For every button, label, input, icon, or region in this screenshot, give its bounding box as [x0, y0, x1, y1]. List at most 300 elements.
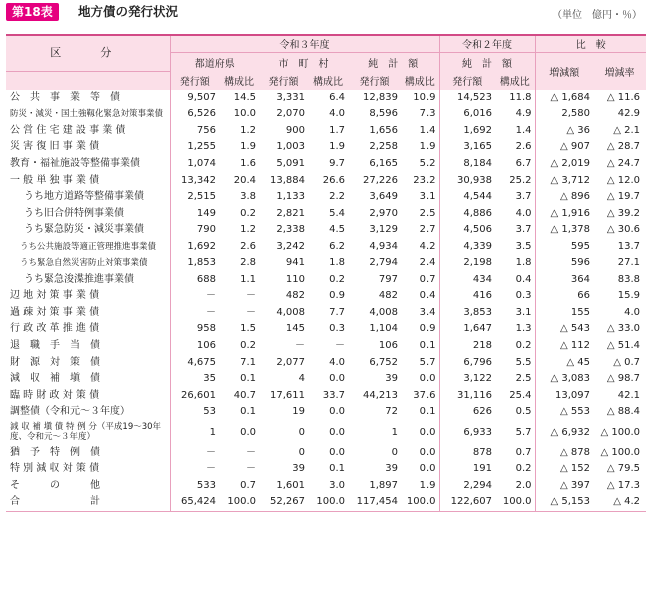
table-row [6, 106, 646, 123]
header-r3-group: 令和３年度 [170, 34, 439, 53]
table-row [6, 420, 646, 444]
row-label: 退 職 手 当 債 [10, 339, 100, 351]
cell-change-rate: 83.8 [617, 273, 640, 285]
table-row [6, 461, 646, 478]
cell-r3-total-share: 100.0 [401, 494, 439, 511]
table-row [6, 371, 646, 388]
cell-todofuken-share: 0.0 [240, 426, 256, 438]
cell-change-rate: 4.0 [624, 306, 640, 318]
row-label: 防災・減災・国土強靱化緊急対策事業債 [10, 109, 164, 120]
cell-change-rate: △ 0.7 [613, 356, 640, 368]
cell-r2-total-share: 6.7 [515, 157, 532, 169]
cell-r3-total-amount: 1 [391, 426, 398, 438]
cell-r2-total-amount: 3,122 [439, 371, 495, 388]
row-label: 過 疎 対 策 事 業 債 [10, 306, 100, 318]
row-label: うち地方道路等整備事業債 [24, 191, 144, 203]
cell-change-amount: △ 896 [535, 189, 593, 206]
header-todofuken: 都道府県 [170, 53, 259, 72]
cell-shichoson-share: 0.1 [329, 463, 345, 475]
cell-shichoson-amount: 1,133 [276, 191, 305, 203]
cell-shichoson-share: 0.3 [329, 323, 345, 335]
cell-r2-total-share: 0.7 [515, 446, 532, 458]
cell-shichoson-amount: 1,003 [276, 141, 305, 153]
cell-todofuken-share: － [246, 290, 256, 302]
row-label: 臨 時 財 政 対 策 債 [10, 389, 100, 401]
cell-r2-total-amount: 434 [439, 272, 495, 289]
cell-todofuken-amount: 790 [170, 222, 219, 239]
cell-r3-total-amount: 39 [385, 463, 398, 475]
cell-r2-total-share: 5.7 [515, 426, 532, 438]
cell-change-amount: △ 878 [535, 444, 593, 461]
cell-r2-total-share: 4.0 [515, 207, 532, 219]
cell-r3-total-share: 2.7 [419, 224, 436, 236]
header-koseihi: 構成比 [495, 71, 535, 90]
cell-r3-total-amount: 4,934 [369, 240, 398, 252]
table-row [6, 238, 646, 255]
cell-r2-total-amount: 218 [439, 338, 495, 355]
cell-r2-total-share: 2.0 [515, 479, 532, 491]
cell-change-rate: △ 24.7 [606, 157, 640, 169]
cell-r3-total-share: 23.2 [413, 174, 436, 186]
table-row [6, 222, 646, 239]
cell-r3-total-share: 3.4 [419, 306, 436, 318]
cell-todofuken-amount: 106 [170, 338, 219, 355]
cell-todofuken-share: 1.5 [240, 323, 256, 335]
cell-shichoson-share: 4.5 [329, 224, 345, 236]
cell-shichoson-amount: 19 [292, 406, 305, 418]
header-junkei-r3: 純 計 額 [348, 53, 439, 72]
cell-todofuken-amount: 688 [170, 272, 219, 289]
table-body [6, 90, 646, 512]
cell-shichoson-share: 2.2 [329, 191, 345, 203]
cell-r3-total-amount: 8,596 [369, 108, 398, 120]
row-label: 財 源 対 策 債 [10, 356, 100, 368]
cell-shichoson-share: 1.7 [329, 124, 345, 136]
cell-r3-total-amount: 0 [391, 446, 398, 458]
cell-change-rate: △ 33.0 [606, 323, 640, 335]
row-label: 災 害 復 旧 事 業 債 [10, 141, 100, 153]
cell-shichoson-amount: 17,611 [270, 389, 305, 401]
cell-shichoson-amount: 1,601 [276, 479, 305, 491]
cell-r2-total-amount: 8,184 [439, 156, 495, 173]
row-label: 公 共 事 業 等 債 [10, 91, 120, 103]
cell-change-amount: △ 6,932 [535, 420, 593, 444]
row-label: 辺 地 対 策 事 業 債 [10, 290, 100, 302]
cell-todofuken-share: 2.6 [240, 240, 256, 252]
table-row [6, 123, 646, 140]
cell-change-rate: 42.1 [617, 389, 640, 401]
cell-change-rate: △ 100.0 [600, 426, 640, 438]
header-junkei-r2: 純 計 額 [439, 53, 535, 72]
cell-todofuken-amount: 4,675 [170, 354, 219, 371]
cell-shichoson-amount: 13,884 [270, 174, 305, 186]
cell-change-rate: △ 100.0 [600, 446, 640, 458]
cell-change-amount: △ 3,712 [535, 172, 593, 189]
cell-todofuken-amount: 1,853 [170, 255, 219, 272]
cell-change-rate: △ 4.2 [593, 494, 646, 511]
cell-r2-total-amount: 191 [439, 461, 495, 478]
cell-r3-total-amount: 2,970 [369, 207, 398, 219]
cell-r3-total-amount: 72 [385, 406, 398, 418]
cell-todofuken-amount: 533 [170, 478, 219, 495]
cell-change-rate: △ 79.5 [606, 463, 640, 475]
header-koseihi: 構成比 [308, 71, 348, 90]
cell-shichoson-amount: 0 [298, 426, 305, 438]
row-label: 猶 予 特 例 債 [10, 446, 100, 458]
cell-todofuken-share: 7.1 [240, 356, 256, 368]
cell-r2-total-share: 100.0 [495, 494, 535, 511]
row-label: 一 般 単 独 事 業 債 [10, 174, 100, 186]
cell-r2-total-share: 2.5 [515, 373, 532, 385]
header-shichoson: 市 町 村 [259, 53, 348, 72]
header-kubun: 区 分 [6, 34, 170, 71]
cell-todofuken-amount: 6,526 [170, 106, 219, 123]
cell-r3-total-amount: 1,656 [369, 124, 398, 136]
table-row [6, 354, 646, 371]
cell-todofuken-share: 100.0 [219, 494, 259, 511]
title-bar [0, 0, 650, 24]
cell-r2-total-amount: 14,523 [439, 90, 495, 107]
cell-shichoson-share: － [335, 339, 345, 351]
cell-shichoson-share: 0.9 [329, 290, 345, 302]
header-hakkogaku: 発行額 [348, 71, 401, 90]
cell-todofuken-amount: 958 [170, 321, 219, 338]
table-header [6, 34, 646, 90]
cell-r2-total-amount: 31,116 [439, 387, 495, 404]
cell-r2-total-share: 3.7 [515, 191, 532, 203]
row-label: そ の 他 [10, 479, 100, 491]
cell-shichoson-amount: 941 [285, 257, 305, 269]
cell-r2-total-share: 3.1 [515, 306, 532, 318]
cell-shichoson-share: 6.4 [329, 91, 345, 103]
cell-r2-total-share: 3.7 [515, 224, 532, 236]
row-label: 合 計 [6, 494, 170, 511]
cell-change-amount: △ 543 [535, 321, 593, 338]
cell-todofuken-amount: 13,342 [170, 172, 219, 189]
table-row [6, 90, 646, 107]
cell-change-amount: △ 553 [535, 404, 593, 421]
cell-r2-total-amount: 416 [439, 288, 495, 305]
cell-r2-total-share: 25.2 [509, 174, 532, 186]
cell-todofuken-amount: 1,255 [170, 139, 219, 156]
table-row [6, 305, 646, 322]
cell-r3-total-share: 0.1 [419, 406, 436, 418]
cell-change-amount: 2,580 [535, 106, 593, 123]
table-row [6, 478, 646, 495]
cell-change-rate: △ 19.7 [606, 191, 640, 203]
cell-todofuken-share: － [246, 306, 256, 318]
cell-shichoson-share: 4.0 [329, 356, 345, 368]
cell-change-rate: 15.9 [617, 290, 640, 302]
cell-change-amount: △ 397 [535, 478, 593, 495]
cell-change-rate: △ 98.7 [606, 373, 640, 385]
cell-todofuken-share: 1.6 [240, 157, 256, 169]
cell-r2-total-amount: 6,016 [439, 106, 495, 123]
cell-change-amount: △ 3,083 [535, 371, 593, 388]
header-koseihi: 構成比 [401, 71, 439, 90]
cell-todofuken-share: 0.2 [240, 339, 256, 351]
table-row [6, 139, 646, 156]
cell-todofuken-amount: 1,074 [170, 156, 219, 173]
cell-r2-total-amount: 4,339 [439, 238, 495, 255]
cell-r3-total-share: 0.4 [419, 290, 436, 302]
cell-todofuken-share: 1.2 [240, 224, 256, 236]
header-compare-group: 比 較 [535, 34, 646, 53]
cell-todofuken-share: 0.1 [240, 406, 256, 418]
cell-change-amount: 364 [535, 272, 593, 289]
cell-change-rate: △ 39.2 [606, 207, 640, 219]
bond-issuance-table [6, 34, 646, 512]
cell-r3-total-amount: 4,008 [369, 306, 398, 318]
table-row [6, 444, 646, 461]
cell-r2-total-amount: 2,294 [439, 478, 495, 495]
row-label: うち緊急防災・減災事業債 [24, 224, 144, 236]
row-label: うち公共施設等適正管理推進事業債 [20, 241, 157, 252]
table-row [6, 189, 646, 206]
cell-todofuken-amount: 9,507 [170, 90, 219, 107]
cell-change-amount: △ 1,916 [535, 205, 593, 222]
header-zogengaku: 増減額 [535, 53, 593, 90]
cell-r3-total-share: 37.6 [413, 389, 436, 401]
cell-shichoson-amount: 900 [285, 124, 305, 136]
cell-r2-total-amount: 122,607 [439, 494, 495, 511]
header-hakkogaku: 発行額 [259, 71, 308, 90]
cell-change-amount: △ 2,019 [535, 156, 593, 173]
row-label: 特 別 減 収 対 策 債 [10, 463, 100, 475]
cell-r2-total-amount: 878 [439, 444, 495, 461]
cell-shichoson-amount: 4,008 [276, 306, 305, 318]
cell-shichoson-amount: 482 [285, 290, 305, 302]
unit-note: （単位 億円・％） [552, 10, 642, 21]
cell-shichoson-amount: 2,338 [276, 224, 305, 236]
cell-change-amount: 66 [535, 288, 593, 305]
cell-change-rate: △ 51.4 [606, 339, 640, 351]
cell-change-rate: 13.7 [617, 240, 640, 252]
header-r2-group: 令和２年度 [439, 34, 535, 53]
cell-change-rate: △ 2.1 [613, 124, 640, 136]
cell-r3-total-share: 5.2 [419, 157, 436, 169]
cell-r3-total-amount: 797 [378, 273, 398, 285]
cell-shichoson-amount: － [295, 339, 305, 351]
cell-r2-total-share: 0.2 [515, 339, 532, 351]
cell-shichoson-share: 0.0 [329, 373, 345, 385]
cell-r3-total-amount: 44,213 [363, 389, 398, 401]
cell-shichoson-share: 0.0 [329, 406, 345, 418]
cell-r3-total-amount: 106 [378, 339, 398, 351]
cell-shichoson-share: 5.4 [329, 207, 345, 219]
cell-r2-total-share: 0.4 [515, 273, 532, 285]
cell-todofuken-amount: － [170, 444, 219, 461]
cell-r2-total-share: 11.8 [509, 91, 532, 103]
cell-todofuken-amount: 53 [170, 404, 219, 421]
cell-r3-total-share: 1.4 [419, 124, 436, 136]
cell-todofuken-share: 0.1 [240, 373, 256, 385]
cell-r2-total-amount: 30,938 [439, 172, 495, 189]
cell-r2-total-share: 25.4 [509, 389, 532, 401]
cell-r2-total-amount: 1,692 [439, 123, 495, 140]
cell-r2-total-share: 0.2 [515, 463, 532, 475]
cell-todofuken-share: 14.5 [233, 91, 256, 103]
row-label: 公 営 住 宅 建 設 事 業 債 [10, 124, 126, 136]
cell-r3-total-share: 3.1 [419, 191, 436, 203]
cell-r2-total-share: 0.5 [515, 406, 532, 418]
row-label: うち旧合併特例事業債 [24, 207, 124, 219]
cell-change-amount: △ 152 [535, 461, 593, 478]
cell-todofuken-share: 2.8 [240, 257, 256, 269]
cell-change-amount: △ 5,153 [535, 494, 593, 511]
cell-r2-total-amount: 2,198 [439, 255, 495, 272]
cell-r2-total-share: 1.8 [515, 257, 532, 269]
cell-shichoson-share: 26.6 [322, 174, 345, 186]
cell-r2-total-amount: 626 [439, 404, 495, 421]
cell-r3-total-share: 0.7 [419, 273, 436, 285]
cell-shichoson-share: 7.7 [329, 306, 345, 318]
cell-change-amount: △ 1,378 [535, 222, 593, 239]
header-spacer [6, 71, 170, 90]
cell-change-rate: 27.1 [617, 257, 640, 269]
header-hakkogaku: 発行額 [170, 71, 219, 90]
cell-r2-total-share: 4.9 [515, 108, 532, 120]
row-label: 減 収 補 塡 債 [10, 373, 100, 385]
cell-change-amount: 596 [535, 255, 593, 272]
table-number-badge: 第18表 [6, 3, 59, 21]
cell-todofuken-share: 0.7 [240, 479, 256, 491]
cell-r2-total-share: 1.4 [515, 124, 532, 136]
cell-shichoson-amount: 4 [298, 373, 305, 385]
cell-todofuken-amount: 756 [170, 123, 219, 140]
cell-shichoson-amount: 2,070 [276, 108, 305, 120]
cell-change-rate: △ 12.0 [606, 174, 640, 186]
table-row [6, 272, 646, 289]
cell-todofuken-share: － [246, 463, 256, 475]
cell-todofuken-share: 0.2 [240, 207, 256, 219]
cell-r2-total-amount: 4,544 [439, 189, 495, 206]
cell-r3-total-amount: 1,897 [369, 479, 398, 491]
cell-todofuken-share: 20.4 [233, 174, 256, 186]
cell-change-amount: 13,097 [535, 387, 593, 404]
cell-change-rate: 42.9 [617, 108, 640, 120]
cell-shichoson-share: 100.0 [308, 494, 348, 511]
cell-todofuken-amount: － [170, 305, 219, 322]
cell-todofuken-amount: 26,601 [170, 387, 219, 404]
page-title: 地方債の発行状況 [78, 4, 179, 19]
cell-r3-total-share: 5.7 [419, 356, 436, 368]
cell-change-amount: △ 45 [535, 354, 593, 371]
cell-r3-total-share: 0.1 [419, 339, 436, 351]
cell-shichoson-amount: 52,267 [259, 494, 308, 511]
cell-shichoson-amount: 145 [285, 323, 305, 335]
cell-r3-total-amount: 12,839 [363, 91, 398, 103]
cell-change-amount: 155 [535, 305, 593, 322]
cell-r2-total-amount: 3,165 [439, 139, 495, 156]
cell-change-amount: △ 36 [535, 123, 593, 140]
cell-shichoson-amount: 2,077 [276, 356, 305, 368]
cell-r3-total-share: 2.4 [419, 257, 436, 269]
row-label: 行 政 改 革 推 進 債 [10, 323, 100, 335]
cell-todofuken-amount: － [170, 288, 219, 305]
cell-todofuken-share: 3.8 [240, 191, 256, 203]
cell-shichoson-share: 1.8 [329, 257, 345, 269]
table-row [6, 338, 646, 355]
cell-r2-total-amount: 3,853 [439, 305, 495, 322]
cell-change-rate: △ 30.6 [606, 224, 640, 236]
row-label: うち緊急自然災害防止対策事業債 [20, 258, 148, 269]
header-hakkogaku: 発行額 [439, 71, 495, 90]
cell-todofuken-amount: － [170, 461, 219, 478]
table-row [6, 205, 646, 222]
header-koseihi: 構成比 [219, 71, 259, 90]
cell-todofuken-share: 10.0 [233, 108, 256, 120]
cell-r3-total-share: 0.0 [419, 463, 436, 475]
cell-r3-total-share: 0.0 [419, 426, 436, 438]
cell-shichoson-amount: 3,331 [276, 91, 305, 103]
cell-todofuken-amount: 149 [170, 205, 219, 222]
cell-change-amount: △ 907 [535, 139, 593, 156]
cell-r3-total-amount: 3,129 [369, 224, 398, 236]
cell-shichoson-amount: 3,242 [276, 240, 305, 252]
cell-r3-total-amount: 2,258 [369, 141, 398, 153]
cell-todofuken-share: － [246, 446, 256, 458]
table-row [6, 494, 646, 511]
cell-todofuken-share: 40.7 [233, 389, 256, 401]
table-row [6, 172, 646, 189]
cell-change-rate: △ 88.4 [606, 406, 640, 418]
cell-shichoson-amount: 0 [298, 446, 305, 458]
cell-todofuken-share: 1.1 [240, 273, 256, 285]
cell-r2-total-amount: 4,506 [439, 222, 495, 239]
cell-shichoson-share: 0.2 [329, 273, 345, 285]
cell-r3-total-amount: 117,454 [348, 494, 401, 511]
cell-r3-total-amount: 3,649 [369, 191, 398, 203]
cell-todofuken-amount: 2,515 [170, 189, 219, 206]
table-row [6, 255, 646, 272]
cell-shichoson-share: 6.2 [329, 240, 345, 252]
cell-todofuken-amount: 65,424 [170, 494, 219, 511]
cell-r3-total-share: 1.9 [419, 141, 436, 153]
cell-r3-total-amount: 39 [385, 373, 398, 385]
cell-shichoson-share: 1.9 [329, 141, 345, 153]
header-zogenritsu: 増減率 [593, 53, 646, 90]
cell-r3-total-amount: 1,104 [369, 323, 398, 335]
cell-change-amount: △ 1,684 [535, 90, 593, 107]
cell-r3-total-share: 4.2 [419, 240, 436, 252]
cell-r2-total-amount: 4,886 [439, 205, 495, 222]
cell-shichoson-amount: 5,091 [276, 157, 305, 169]
cell-r2-total-share: 5.5 [515, 356, 532, 368]
table-row [6, 288, 646, 305]
cell-change-amount: △ 112 [535, 338, 593, 355]
cell-shichoson-amount: 2,821 [276, 207, 305, 219]
cell-shichoson-share: 4.0 [329, 108, 345, 120]
cell-r2-total-amount: 6,933 [439, 420, 495, 444]
cell-r3-total-amount: 482 [378, 290, 398, 302]
cell-r3-total-share: 0.9 [419, 323, 436, 335]
cell-change-amount: 595 [535, 238, 593, 255]
row-label: 調整債（令和元～３年度） [10, 406, 130, 418]
cell-r3-total-amount: 6,165 [369, 157, 398, 169]
cell-r2-total-share: 0.3 [515, 290, 532, 302]
cell-shichoson-share: 3.0 [329, 479, 345, 491]
cell-r3-total-share: 10.9 [413, 91, 436, 103]
cell-shichoson-amount: 39 [292, 463, 305, 475]
cell-r3-total-share: 0.0 [419, 373, 436, 385]
cell-change-rate: △ 28.7 [606, 141, 640, 153]
cell-r2-total-share: 3.5 [515, 240, 532, 252]
cell-shichoson-share: 33.7 [322, 389, 345, 401]
cell-r3-total-amount: 6,752 [369, 356, 398, 368]
cell-todofuken-share: 1.9 [240, 141, 256, 153]
cell-r3-total-amount: 27,226 [363, 174, 398, 186]
